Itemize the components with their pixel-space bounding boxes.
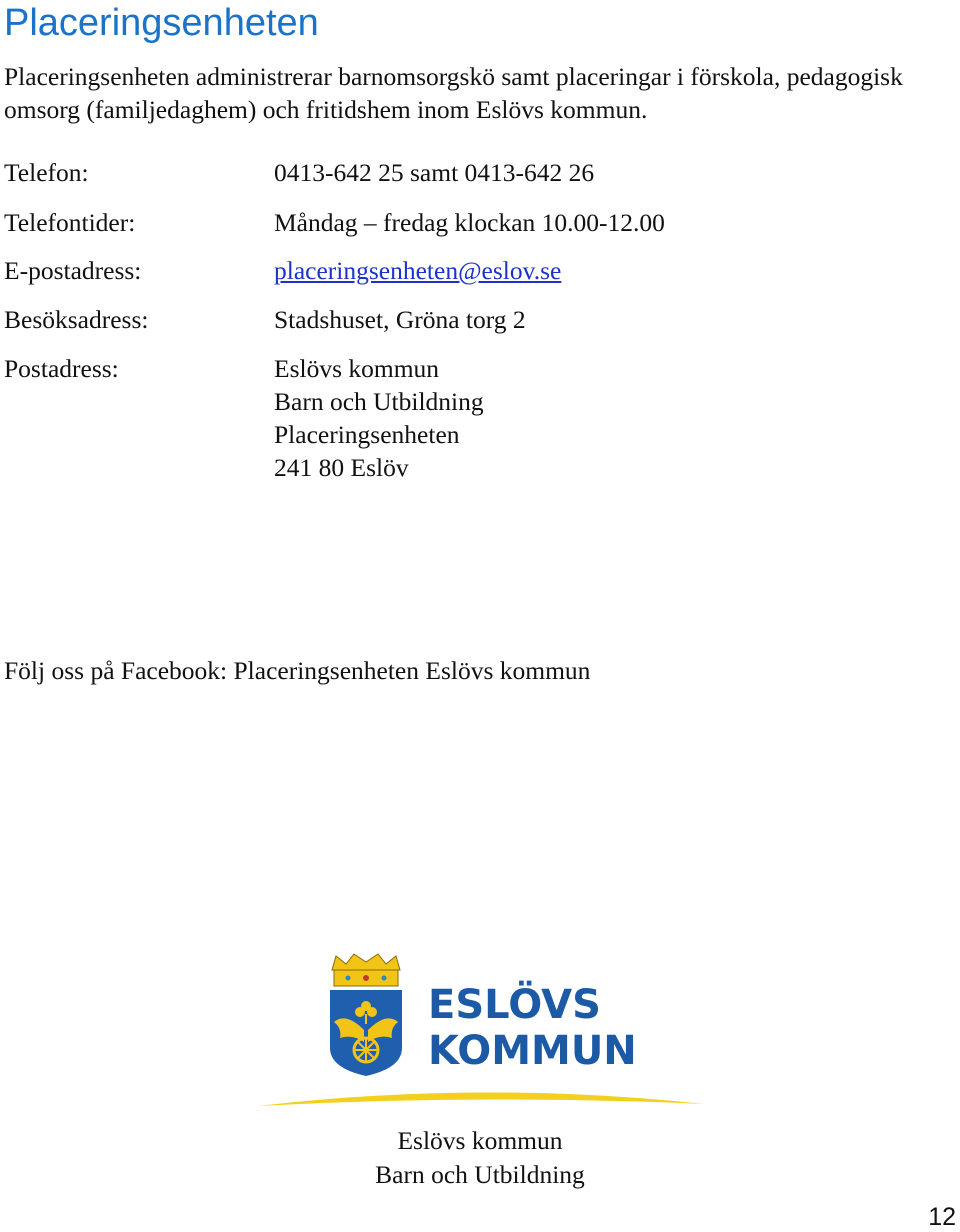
postal-line: Placeringsenheten — [274, 420, 460, 449]
logo-swoosh — [258, 1092, 704, 1106]
phone-value: 0413-642 25 samt 0413-642 26 — [274, 158, 595, 187]
postal-line: Eslövs kommun — [274, 354, 440, 383]
email-label: E-postadress: — [4, 256, 142, 285]
page-title: Placeringsenheten — [4, 2, 319, 44]
postal-line: Barn och Utbildning — [274, 387, 484, 416]
hours-label: Telefontider: — [4, 208, 136, 237]
footer-address — [0, 1124, 960, 1192]
shield-icon — [330, 990, 402, 1076]
eslovs-kommun-logo — [256, 952, 706, 1112]
postal-address — [274, 352, 484, 484]
logo-wordmark-line2: KOMMUN — [428, 1028, 637, 1074]
postal-label: Postadress: — [4, 354, 119, 383]
facebook-text: Följ oss på Facebook: Placeringsenheten Eslövs kommun — [4, 656, 591, 685]
intro-paragraph: Placeringsenheten administrerar barnomsorgskö samt placeringar i förskola, pedagogisk omsorg (familjedaghem) och fritidshem inom Eslövs kommun. — [4, 62, 903, 124]
footer-line: Eslövs kommun — [397, 1126, 563, 1155]
crown-icon — [332, 954, 400, 986]
postal-line: 241 80 Eslöv — [274, 453, 409, 482]
page-number: 12 — [928, 1203, 956, 1231]
visit-value: Stadshuset, Gröna torg 2 — [274, 305, 526, 334]
phone-label: Telefon: — [4, 158, 89, 187]
logo-wordmark-line1: ESLÖVS — [428, 982, 601, 1028]
email-link[interactable]: placeringsenheten@eslov.se — [274, 256, 562, 285]
footer-line: Barn och Utbildning — [375, 1160, 585, 1189]
visit-label: Besöksadress: — [4, 305, 149, 334]
hours-value: Måndag – fredag klockan 10.00-12.00 — [274, 208, 665, 237]
